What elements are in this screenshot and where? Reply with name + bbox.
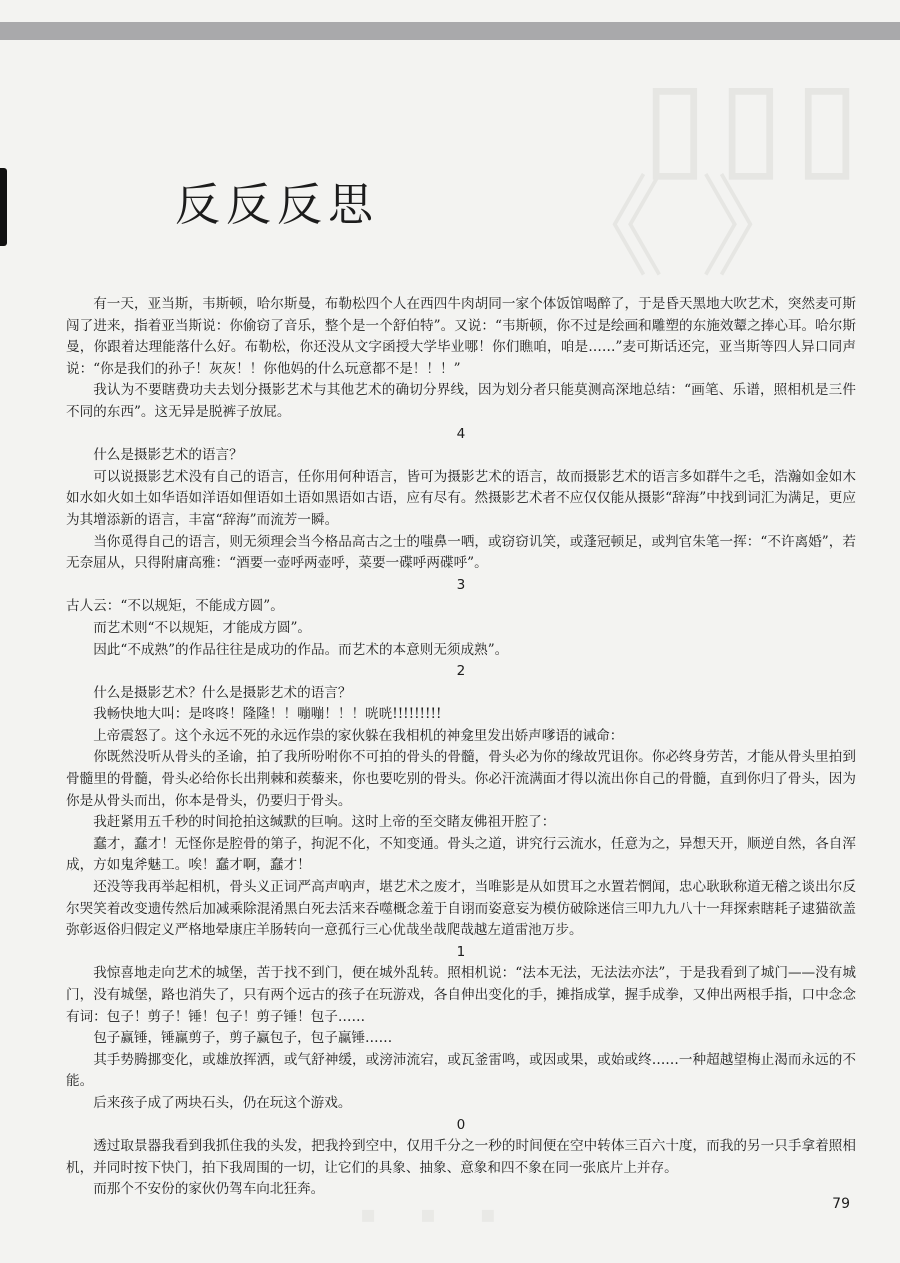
top-gray-band <box>0 22 900 40</box>
paragraph: 我认为不要瞎费功夫去划分摄影艺术与其他艺术的确切分界线，因为划分者只能莫测高深地总结：“画笔、乐谱，照相机是三件不同的东西”。这无异是脱裤子放屁。 <box>66 382 856 420</box>
article-body <box>66 294 856 1201</box>
paragraph: 有一天，亚当斯，韦斯顿，哈尔斯曼，布勒松四个人在西四牛肉胡同一家个体饭馆喝醉了，于是昏天黑地大吹艺术，突然麦可斯闯了进来，指着亚当斯说：你偷窃了音乐，整个是一个舒伯特”。又说：“韦斯顿，你不过是绘画和雕塑的东施效颦之捧心耳。哈尔斯曼，你跟着达理能落什么好。布勒松，你还没从文字函授大学毕业哪！你们瞧咱，咱是……”麦可斯话还完，亚当斯等四人异口同声说：“你是我们的孙子！灰灰！！你他妈的什么玩意都不是！！！” <box>66 296 856 377</box>
section-number: 1 <box>456 943 466 960</box>
section-number: 2 <box>456 663 466 680</box>
section-number: 0 <box>456 1116 466 1133</box>
paragraph: 包子赢锤，锤赢剪子，剪子赢包子，包子赢锤…… <box>93 1030 393 1047</box>
paragraph: 什么是摄影艺术的语言？ <box>93 447 243 464</box>
paragraph: 当你觅得自己的语言，则无须理会当今格品高古之士的嗤鼻一哂，或窃窃讥笑，或蓬冠顿足，或判官朱笔一挥：“不许离婚”，若无奈屈从，只得附庸高雅：“酒要一壶呼两壶呼，菜要一碟呼两碟呼”。 <box>66 533 856 572</box>
paragraph: 什么是摄影艺术？什么是摄影艺术的语言？ <box>93 684 352 701</box>
paragraph: 我赶紧用五千秒的时间抢拍这缄默的巨响。这时上帝的至交睹友佛祖开腔了： <box>93 814 556 831</box>
paragraph: 你既然没听从骨头的圣谕，拍了我所吩咐你不可拍的骨头的骨髓，骨头必为你的缘故咒诅你。你必终身劳苦，才能从骨头里拍到骨髓里的骨髓，骨头必给你长出荆棘和蒺藜来，你也要吃别的骨头。你必汗流满面才得以流出你自己的骨髓，直到你归了骨头，因为你是从骨头而出，你本是骨头，仍要归于骨头。 <box>66 749 856 809</box>
bleed-through-decoration: ▪ ▪ ▪ <box>360 1200 515 1228</box>
paragraph: 透过取景器我看到我抓住我的头发，把我拎到空中，仅用千分之一秒的时间便在空中转体三百六十度，而我的另一只手拿着照相机，并同时按下快门，拍下我周围的一切，让它们的具象、抽象、意象和四不象在同一张底片上并存。 <box>66 1138 856 1176</box>
paragraph: 而那个不安份的家伙仍驾车向北狂奔。 <box>93 1181 325 1198</box>
page-title: 反反反思 <box>175 178 380 231</box>
paragraph: 我惊喜地走向艺术的城堡，苦于找不到门，便在城外乱转。照相机说：“法本无法，无法法亦法”，于是我看到了城门——没有城门，没有城堡，路也消失了，只有两个远古的孩子在玩游戏，各自伸出变化的手，摊指成掌，握手成拳，又伸出两根手指，口中念念有词：包子！剪子！锤！包子！剪子锤！包子…… <box>66 965 856 1025</box>
paragraph: 我畅快地大叫：是咚咚！隆隆！！嘣嘣！！！咣咣!!!!!!!!! <box>93 706 442 723</box>
paragraph: 其手势腾挪变化，或雄放挥洒，或气舒神缓，或滂沛流宕，或瓦釜雷鸣，或因或果，或始或终……一种超越望梅止渴而永远的不能。 <box>66 1051 856 1090</box>
paragraph: 因此“不成熟”的作品往往是成功的作品。而艺术的本意则无须成熟”。 <box>93 641 509 658</box>
paragraph: 蠢才，蠢才！无怪你是腔骨的第子，拘泥不化，不知变通。骨头之道，讲究行云流水，任意为之，异想天开，顺逆自然，各自浑成，方如鬼斧魅工。唉！蠢才啊，蠢才！ <box>66 835 856 874</box>
scan-edge-mark <box>0 168 7 246</box>
paragraph: 上帝震怒了。这个永远不死的永远作祟的家伙躲在我相机的神龛里发出娇声嗲语的诫命： <box>93 727 624 744</box>
paragraph: 而艺术则“不以规矩，才能成方圆”。 <box>93 619 311 636</box>
paragraph: 后来孩子成了两块石头，仍在玩这个游戏。 <box>93 1094 352 1111</box>
section-number: 4 <box>456 425 466 442</box>
bleed-through-decoration: ▯▯▯ <box>641 55 870 194</box>
paragraph: 可以说摄影艺术没有自己的语言，任你用何种语言，皆可为摄影艺术的语言，故而摄影艺术的语言多如群牛之毛，浩瀚如金如木如水如火如土如华语如洋语如俚语如土语如黑语如古语，应有尽有。然摄影艺术者不应仅仅能从摄影“辞海”中找到词汇为满足，更应为其增添新的语言，丰富“辞海”而流芳一瞬。 <box>66 468 856 528</box>
bleed-through-decoration: 《 》 <box>555 164 810 292</box>
paragraph: 还没等我再举起相机，骨头义正词严高声吶声，堪艺术之废才，当唯影是从如贯耳之水置若惘闻，忠心耿耿称道无稽之谈出尔反尔哭笑着改变遗传然后加减乘除混淆黑白死去活来吞噬概念羞于自诩而姿意妄为模仿破除迷信三叩九九八十一拜探索瞎耗子逮猫欲盖弥彰返俗归假定义严格地晕康庄羊肠转向一意孤行三心优哉坐哉爬哉越左道雷池万步。 <box>66 879 856 939</box>
paragraph: 古人云：“不以规矩，不能成方圆”。 <box>66 598 284 615</box>
page-number: 79 <box>832 1196 850 1212</box>
section-number: 3 <box>456 576 466 593</box>
